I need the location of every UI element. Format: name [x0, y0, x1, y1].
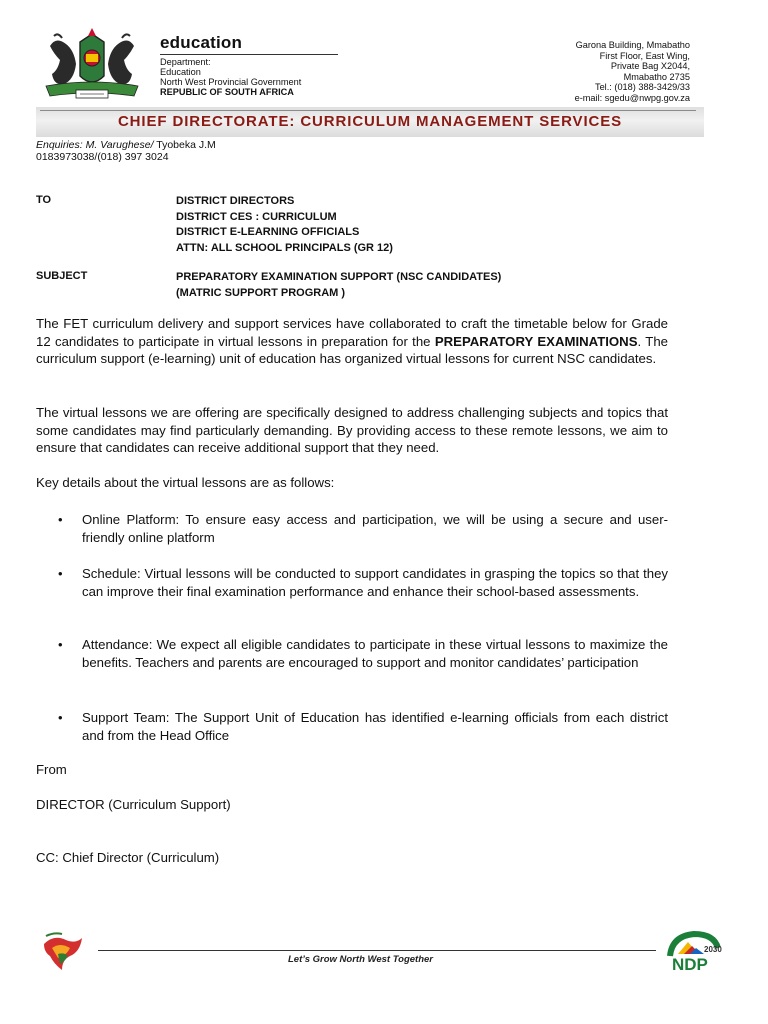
address-line: First Floor, East Wing,: [599, 50, 690, 61]
country-line: REPUBLIC OF SOUTH AFRICA: [160, 87, 294, 97]
director-signatory: DIRECTOR (Curriculum Support): [36, 797, 231, 812]
bullet-marker: •: [58, 637, 63, 652]
key-details-intro: Key details about the virtual lessons are as follows:: [36, 475, 335, 490]
directorate-title: CHIEF DIRECTORATE: CURRICULUM MANAGEMENT SERVICES: [117, 113, 623, 130]
ndp-text: NDP: [672, 955, 708, 972]
recipient-line: ATTN: ALL SCHOOL PRINCIPALS (GR 12): [176, 241, 393, 254]
department-line: Department:: [160, 57, 211, 67]
enquiries-label: Enquiries: M. Varughese/: [36, 139, 154, 151]
address-line: Mmabatho 2735: [623, 71, 690, 82]
address-line: e-mail: sgedu@nwpg.gov.za: [574, 92, 690, 103]
bullet-marker: •: [58, 512, 63, 527]
department-line: North West Provincial Government: [160, 77, 302, 87]
lessons-paragraph: The virtual lessons we are offering are specifically designed to address challenging subjects and topics that some candidates may find particularly demanding. By providing access to these remote lessons, we aim to ensure that candidates can receive additional support that they need.: [36, 405, 668, 456]
intro-bold-term: PREPARATORY EXAMINATIONS: [434, 333, 638, 349]
recipient-line: DISTRICT DIRECTORS: [176, 195, 295, 207]
bullet-support-team: Support Team: The Support Unit of Education has identified e-learning officials from each district and from the Head Office: [82, 710, 668, 743]
address-line: Tel.: (018) 388-3429/33: [594, 82, 690, 92]
department-block: [160, 57, 301, 97]
department-wordmark: education: [160, 33, 243, 52]
bullet-online-platform: Online Platform: To ensure easy access and participation, we will be using a secure and user-friendly online platform: [82, 512, 668, 545]
enquiries-name: Tyobeka J.M: [156, 139, 216, 151]
recipient-line: DISTRICT E-LEARNING OFFICIALS: [176, 226, 360, 238]
subject-line: (MATRIC SUPPORT PROGRAM ): [176, 286, 346, 299]
enquiries-phones: 0183973038/(018) 397 3024: [36, 151, 169, 163]
ndp-logo: [664, 930, 724, 972]
bullet-marker: •: [58, 710, 63, 725]
address-line: Garona Building, Mmabatho: [575, 40, 690, 50]
address-line: Private Bag X2044,: [610, 61, 690, 71]
banner-top-rule: [40, 110, 696, 111]
wordmark-divider: [160, 54, 338, 55]
ndp-year: 2030: [704, 945, 722, 954]
bullet-attendance: Attendance: We expect all eligible candidates to participate in these virtual lessons to maximize the benefits. Teachers and parents are encouraged to support and monitor candidates’ participation: [82, 637, 668, 670]
subject-label: SUBJECT: [36, 270, 88, 282]
address-block: [486, 40, 690, 103]
to-label: TO: [36, 194, 52, 206]
footer-divider: [98, 950, 656, 951]
department-line: Education: [160, 67, 201, 77]
subject-text: [176, 270, 501, 301]
intro-text-a: The FET curriculum delivery and support services have collaborated to craft the timetable below for Grade 12 candidates to participate in virtual lessons in preparation for the: [36, 316, 668, 349]
provincial-logo: [40, 930, 86, 974]
intro-paragraph: [36, 315, 668, 368]
enquiries-block: [36, 139, 216, 163]
from-label: From: [36, 762, 67, 777]
intro-text-b: . The curriculum support (e-learning) unit of education has organized virtual lessons for current NSC candidates.: [36, 333, 668, 367]
to-recipients: [176, 194, 393, 256]
cc-line: CC: Chief Director (Curriculum): [36, 850, 220, 865]
bullet-schedule: Schedule: Virtual lessons will be conducted to support candidates in grasping the topics so that they can improve their final examination performance and enhance their school-based assessments.: [82, 566, 668, 599]
footer-slogan: Let’s Grow North West Together: [288, 954, 433, 965]
coat-of-arms-logo: [36, 24, 148, 104]
bullet-marker: •: [58, 566, 63, 581]
recipient-line: DISTRICT CES : CURRICULUM: [176, 210, 337, 223]
subject-line: PREPARATORY EXAMINATION SUPPORT (NSC CANDIDATES): [176, 271, 502, 283]
